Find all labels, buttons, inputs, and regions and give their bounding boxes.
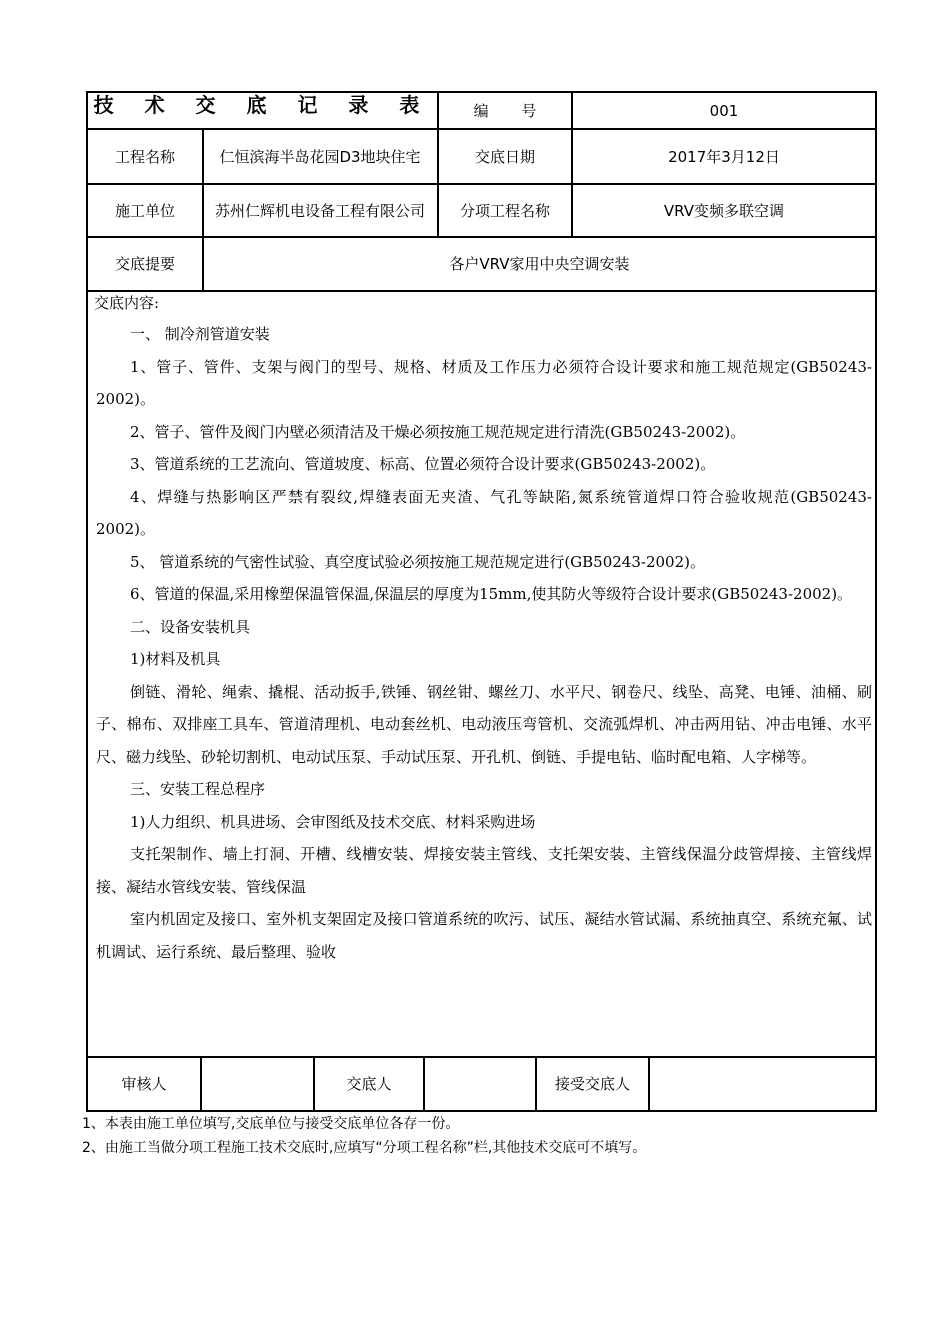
table-bottom-border	[86, 1110, 877, 1112]
receiver-signature-field[interactable]	[650, 1058, 875, 1110]
date-label: 交底日期	[474, 147, 535, 166]
discloser-label: 交底人	[346, 1075, 392, 1093]
footnote: 2、由施工当做分项工程施工技术交底时,应填写“分项工程名称”栏,其他技术交底可不填写。	[82, 1140, 647, 1156]
number-value: 001	[709, 101, 739, 120]
form-title: 技 术 交 底 记 录 表	[93, 93, 432, 117]
content-paragraph: 1)人力组织、机具进场、会审图纸及技术交底、材料采购进场	[130, 812, 536, 831]
number-label	[439, 93, 571, 128]
number-label-text: 编 号	[473, 101, 537, 120]
date-value: 2017年3月12日	[668, 147, 780, 166]
content-heading: 交底内容:	[94, 294, 160, 312]
footnote: 1、本表由施工单位填写,交底单位与接受交底单位各存一份。	[82, 1116, 460, 1132]
disclosure-content	[96, 291, 872, 968]
content-paragraph: 二、设备安装机具	[130, 617, 251, 636]
project-name-value: 仁恒滨海半岛花园D3地块住宅	[219, 147, 421, 166]
discloser-signature-field[interactable]	[425, 1058, 535, 1110]
reviewer-signature-field[interactable]	[202, 1058, 313, 1110]
content-paragraph: 5、 管道系统的气密性试验、真空度试验必须按施工规范规定进行(GB50243-2002)。	[130, 552, 705, 571]
summary-value: 各户VRV家用中央空调安装	[449, 255, 630, 273]
construction-unit-label: 施工单位	[114, 201, 175, 220]
summary-label: 交底提要	[114, 255, 175, 273]
content-paragraph: 4、焊缝与热影响区严禁有裂纹,焊缝表面无夹渣、气孔等缺陷,氮系统管道焊口符合验收规范(GB50243-2002)。	[96, 487, 872, 538]
reviewer-label: 审核人	[121, 1075, 167, 1093]
content-paragraph: 6、管道的保温,采用橡塑保温管保温,保温层的厚度为15mm,使其防火等级符合设计要求(GB50243-2002)。	[130, 585, 853, 603]
subproject-label: 分项工程名称	[459, 201, 550, 220]
content-paragraph: 1、管子、管件、支架与阀门的型号、规格、材质及工作压力必须符合设计要求和施工规范规定(GB50243-2002)。	[96, 357, 872, 408]
content-paragraph: 2、管子、管件及阀门内壁必须清洁及干燥必须按施工规范规定进行清洗(GB50243-2002)。	[130, 422, 746, 441]
table-right-border	[875, 91, 877, 1112]
construction-unit-value: 苏州仁辉机电设备工程有限公司	[214, 201, 425, 220]
content-paragraph: 室内机固定及接口、室外机支架固定及接口管道系统的吹污、试压、凝结水管试漏、系统抽真空、系统充氟、试机调试、运行系统、最后整理、验收	[96, 910, 872, 961]
content-paragraph: 支托架制作、墙上打洞、开槽、线槽安装、焊接安装主管线、支托架安装、主管线保温分歧管焊接、主管线焊接、凝结水管线安装、管线保温	[96, 845, 872, 896]
content-paragraph: 一、 制冷剂管道安装	[130, 325, 270, 343]
content-paragraph: 3、管道系统的工艺流向、管道坡度、标高、位置必须符合设计要求(GB50243-2002)。	[130, 455, 716, 473]
content-paragraph: 1)材料及机具	[130, 650, 221, 668]
subproject-value: VRV变频多联空调	[663, 201, 785, 220]
project-name-label: 工程名称	[114, 147, 175, 166]
content-paragraph: 三、安装工程总程序	[130, 780, 266, 798]
content-paragraph: 倒链、滑轮、绳索、撬棍、活动扳手,铁锤、钢丝钳、螺丝刀、水平尺、钢卷尺、线坠、高凳、电锤、油桶、刷子、棉布、双排座工具车、管道清理机、电动套丝机、电动液压弯管机、交流弧焊机、冲击两用钻、冲击电锤、水平尺、磁力线坠、砂轮切割机、电动试压泵、手动试压泵、开孔机、倒链、手提电钻、临时配电箱、人字梯等。	[96, 682, 872, 766]
receiver-label: 接受交底人	[554, 1075, 630, 1093]
